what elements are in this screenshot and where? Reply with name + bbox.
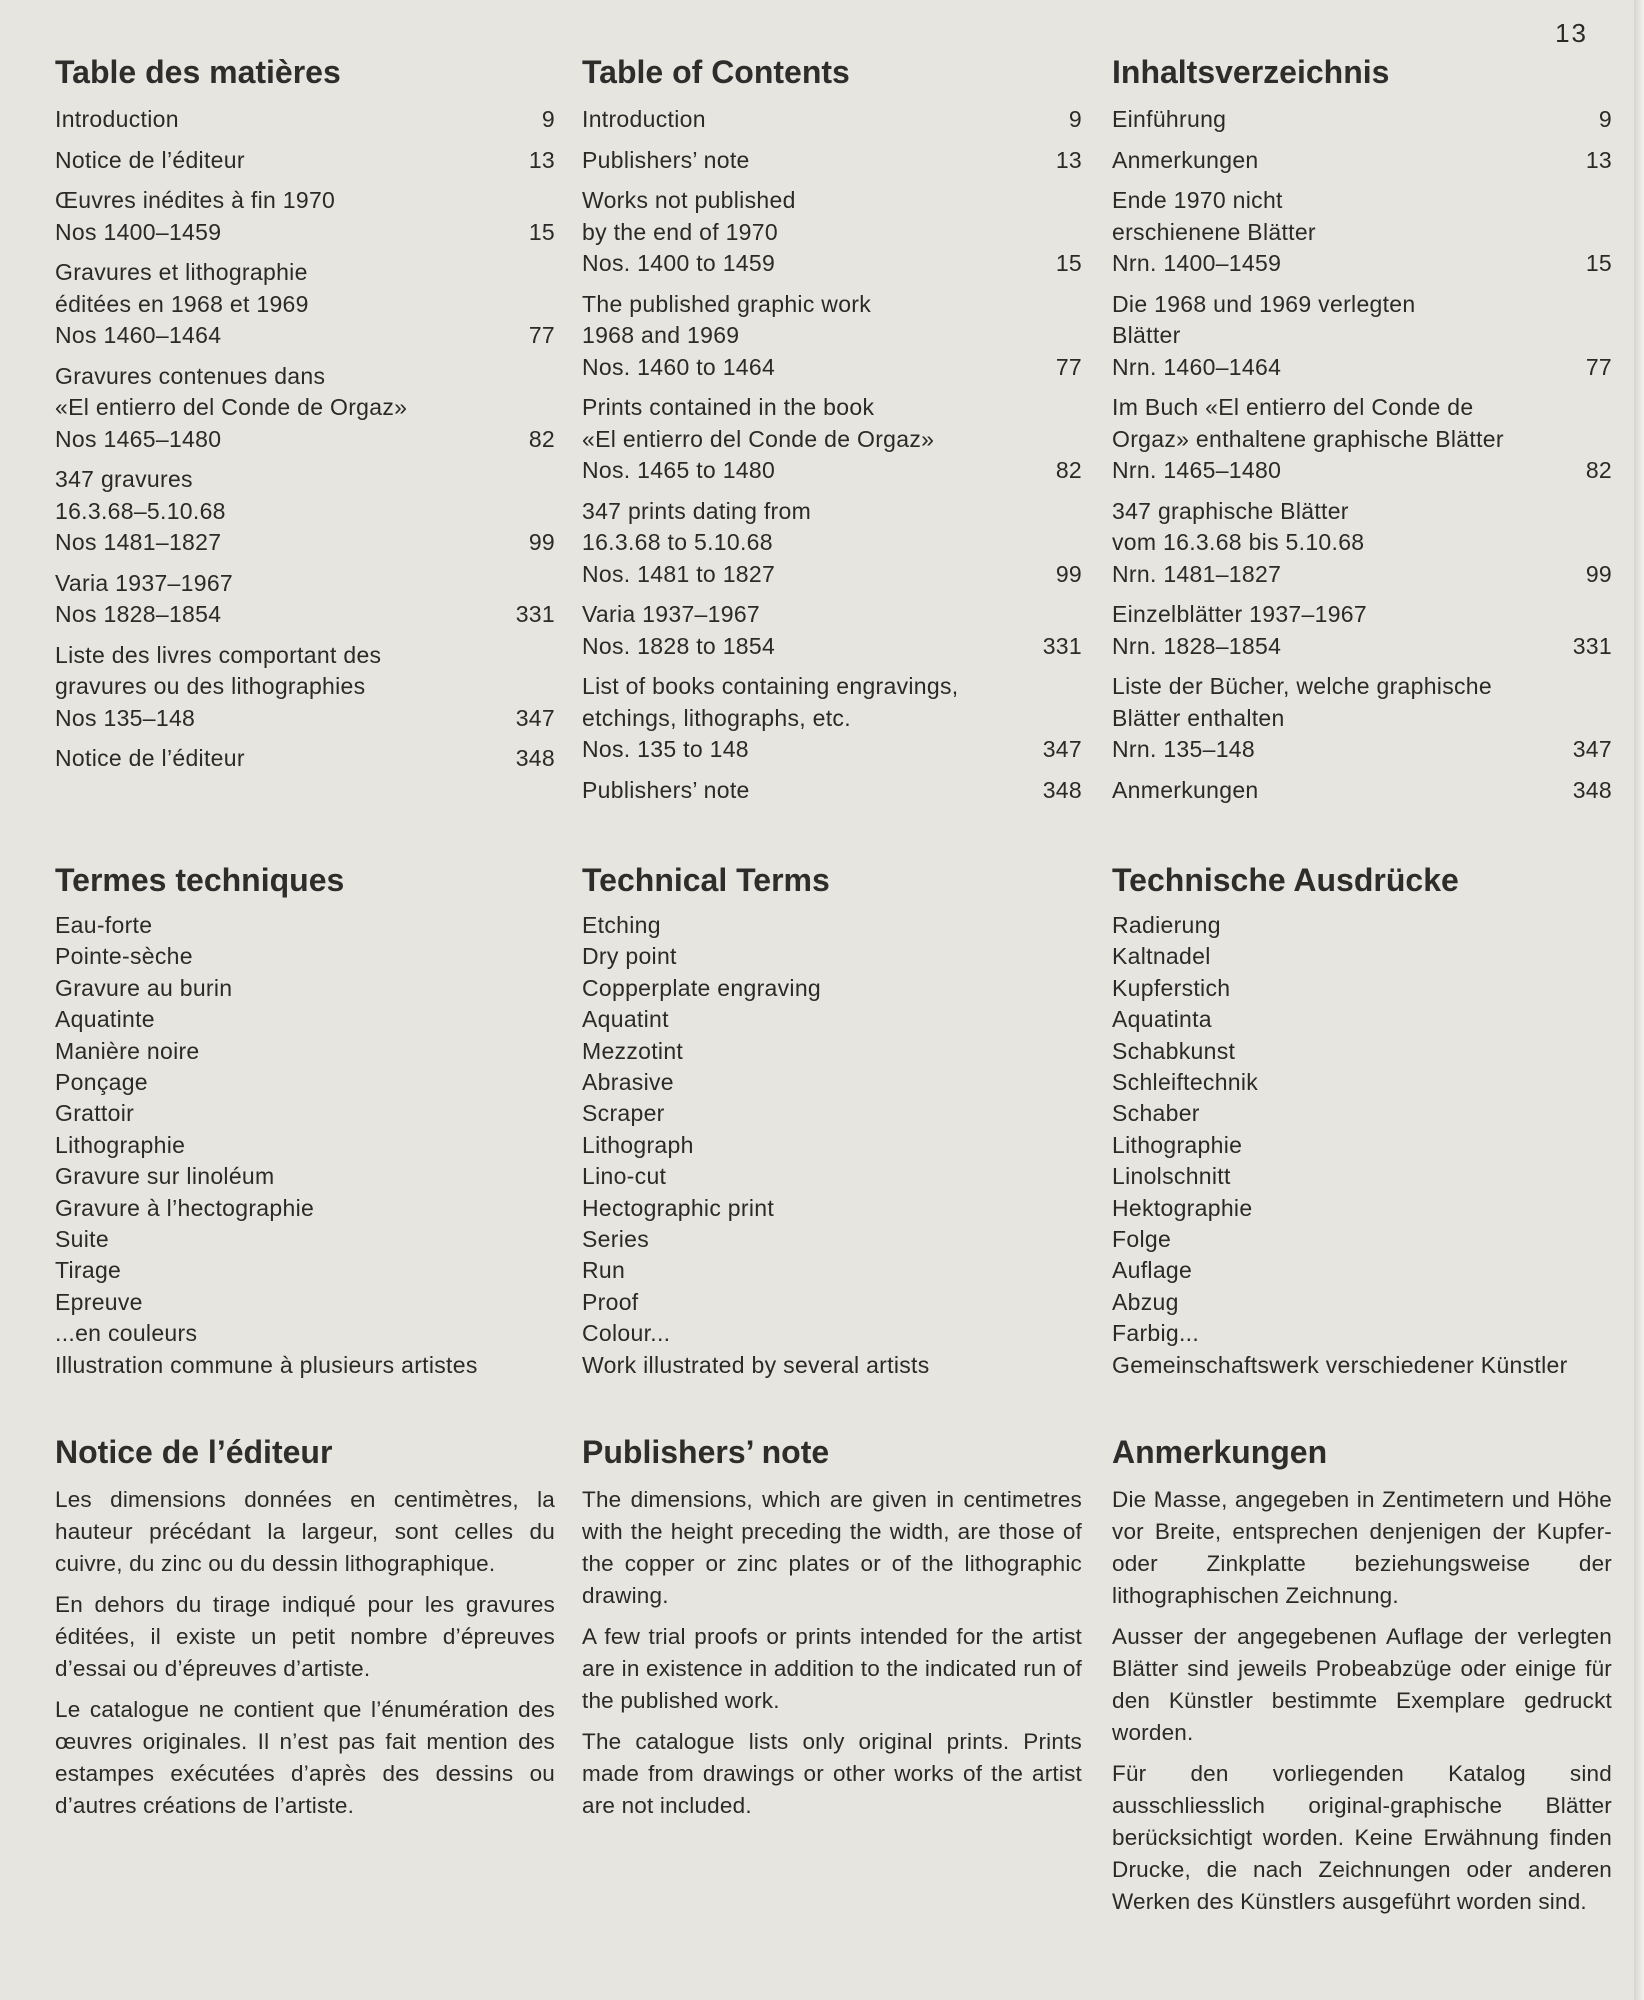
- toc-french: [55, 48, 555, 784]
- toc-page-number: 9: [1068, 106, 1082, 132]
- note-paragraph: En dehors du tirage indiqué pour les gravures éditées, il existe un petit nombre d’épreuves d’essai ou d’épreuves d’artiste.: [55, 1592, 555, 1681]
- toc-entry-line: Nos. 135 to 148: [582, 736, 749, 762]
- toc-entry: [55, 145, 555, 177]
- toc-page-number: 347: [515, 704, 555, 731]
- terms-heading: Technical Terms: [582, 862, 830, 898]
- term-item: Aquatinte: [55, 1006, 155, 1033]
- toc-entry-text: [582, 496, 811, 591]
- term-item: Manière noire: [55, 1037, 200, 1064]
- term-item: Gravure à l’hectographie: [55, 1194, 315, 1221]
- toc-entry: [582, 599, 1082, 662]
- toc-entry-line: «El entierro del Conde de Orgaz»: [55, 394, 408, 420]
- toc-page-number: 347: [1572, 736, 1612, 762]
- toc-entry-text: [582, 145, 750, 177]
- toc-page-number: 348: [515, 745, 555, 771]
- toc-entry: [582, 104, 1082, 136]
- toc-entry-line: Einführung: [1112, 106, 1227, 132]
- toc-entry-line: Nos. 1465 to 1480: [582, 457, 776, 483]
- toc-entry-text: [582, 671, 958, 766]
- toc-entry-line: Nrn. 1465–1480: [1112, 457, 1282, 483]
- toc-entry-text: [1112, 599, 1367, 662]
- toc-entry-line: etchings, lithographs, etc.: [582, 704, 851, 731]
- toc-entry-line: Works not published: [582, 187, 796, 213]
- toc-entry: [1112, 145, 1612, 177]
- term-item: Epreuve: [55, 1288, 143, 1315]
- toc-entry-line: Blätter: [1112, 322, 1181, 348]
- toc-entry-text: [55, 743, 245, 775]
- term-item: Schaber: [1112, 1100, 1200, 1127]
- toc-heading: Table of Contents: [582, 54, 850, 90]
- toc-entry: [1112, 185, 1612, 280]
- term-item: Dry point: [582, 943, 677, 970]
- term-item: Eau-forte: [55, 912, 153, 938]
- term-item: Abrasive: [582, 1069, 674, 1096]
- toc-entry: [582, 392, 1082, 487]
- toc-entry-line: 347 gravures: [55, 466, 193, 492]
- term-item: Hectographic print: [582, 1194, 775, 1221]
- toc-entry: [55, 185, 555, 248]
- toc-entry-text: [1112, 392, 1504, 487]
- toc-entry-line: Blätter enthalten: [1112, 704, 1285, 731]
- toc-entry-line: Publishers’ note: [582, 776, 750, 803]
- term-item: Pointe-sèche: [55, 943, 193, 970]
- term-item: Gravure au burin: [55, 974, 233, 1001]
- toc-entry-text: [582, 392, 934, 487]
- term-item: Farbig...: [1112, 1320, 1200, 1347]
- terms-english: [582, 856, 1082, 1381]
- toc-page-number: 82: [1585, 457, 1612, 483]
- toc-entry-line: Varia 1937–1967: [582, 601, 760, 627]
- toc-entry-line: 16.3.68 to 5.10.68: [582, 529, 773, 555]
- note-paragraph: A few trial proofs or prints intended for the artist are in existence in addition to the indicated run of the published work.: [582, 1624, 1082, 1713]
- toc-entry-line: Nos. 1460 to 1464: [582, 353, 776, 380]
- toc-entry-text: [55, 640, 381, 735]
- toc-entry: [582, 145, 1082, 177]
- terms-heading: Termes techniques: [55, 862, 345, 898]
- toc-page-number: 77: [1055, 353, 1082, 380]
- toc-page-number: 15: [1055, 250, 1082, 276]
- toc-page-number: 77: [1585, 353, 1612, 380]
- note-english: [582, 1428, 1082, 1831]
- term-item: Gemeinschaftswerk verschiedener Künstler: [1112, 1351, 1568, 1378]
- term-item: Schabkunst: [1112, 1037, 1236, 1064]
- toc-page-number: 15: [1585, 250, 1612, 276]
- term-item: Lithographie: [55, 1131, 186, 1158]
- page-number: 13: [1555, 18, 1588, 48]
- term-item: Gravure sur linoléum: [55, 1163, 275, 1190]
- toc-entry-text: [582, 185, 796, 280]
- toc-entry-line: erschienene Blätter: [1112, 218, 1316, 245]
- term-item: Kaltnadel: [1112, 943, 1211, 970]
- toc-entry: [1112, 289, 1612, 384]
- term-item: Grattoir: [55, 1100, 135, 1127]
- toc-entry: [1112, 496, 1612, 591]
- note-paragraph: Die Masse, angegeben in Zentimetern und Höhe vor Breite, entsprechen denjenigen der Kupfer- oder Zinkplatte beziehungsweise der lithographischen Zeichnung.: [1112, 1487, 1612, 1608]
- note-heading: Anmerkungen: [1112, 1434, 1328, 1470]
- term-item: Ponçage: [55, 1069, 148, 1096]
- toc-entry: [1112, 599, 1612, 662]
- term-item: Kupferstich: [1112, 974, 1231, 1001]
- toc-entry-line: éditées en 1968 et 1969: [55, 290, 309, 317]
- toc-page-number: 15: [528, 218, 555, 245]
- toc-entry-text: [55, 185, 335, 248]
- toc-german: [1112, 48, 1612, 815]
- toc-entry-line: 347 graphische Blätter: [1112, 497, 1349, 524]
- toc-entry-line: Publishers’ note: [582, 146, 750, 173]
- toc-entry-text: [55, 257, 309, 352]
- toc-entry-text: [1112, 185, 1316, 280]
- toc-entry-line: Nos. 1400 to 1459: [582, 250, 776, 276]
- toc-page-number: 13: [528, 146, 555, 173]
- toc-entry-line: Ende 1970 nicht: [1112, 187, 1283, 213]
- toc-entry-line: Nos 1481–1827: [55, 529, 222, 555]
- toc-page-number: 82: [528, 425, 555, 452]
- toc-entry-line: Nos 135–148: [55, 704, 196, 731]
- toc-entry-line: Notice de l’éditeur: [55, 745, 245, 771]
- toc-entry-line: 347 prints dating from: [582, 497, 812, 524]
- toc-entry-line: Nos. 1828 to 1854: [582, 632, 776, 659]
- toc-entry-text: [1112, 145, 1259, 177]
- toc-entry: [582, 671, 1082, 766]
- toc-entry-text: [55, 361, 407, 456]
- note-paragraph: Les dimensions données en centimètres, la hauteur précédant la largeur, sont celles du cuivre, du zinc ou du dessin lithographique.: [55, 1487, 555, 1576]
- toc-entry-text: [1112, 775, 1259, 807]
- toc-entry-line: gravures ou des lithographies: [55, 673, 366, 699]
- note-paragraph: The catalogue lists only original prints. Prints made from drawings or other works of the artist are not included.: [582, 1729, 1082, 1818]
- toc-entry-line: Nrn. 1828–1854: [1112, 632, 1282, 659]
- toc-entry-line: Notice de l’éditeur: [55, 146, 245, 173]
- toc-entry: [55, 640, 555, 735]
- toc-page-number: 99: [1585, 560, 1612, 587]
- toc-entry: [582, 185, 1082, 280]
- toc-entry: [1112, 104, 1612, 136]
- term-item: Work illustrated by several artists: [582, 1351, 930, 1378]
- toc-page-number: 13: [1055, 146, 1082, 173]
- term-item: Mezzotint: [582, 1037, 684, 1064]
- toc-entry-text: [582, 289, 871, 384]
- toc-page-number: 99: [528, 529, 555, 555]
- term-item: Radierung: [1112, 912, 1221, 938]
- toc-entry-text: [582, 599, 775, 662]
- toc-entry: [1112, 392, 1612, 487]
- term-item: Lino-cut: [582, 1163, 667, 1190]
- term-item: Lithographie: [1112, 1131, 1243, 1158]
- toc-entry-line: by the end of 1970: [582, 218, 778, 245]
- toc-entry-text: [582, 775, 750, 807]
- terms-heading: Technische Ausdrücke: [1112, 862, 1459, 898]
- toc-entry: [1112, 775, 1612, 807]
- toc-entry: [1112, 671, 1612, 766]
- term-item: Proof: [582, 1288, 639, 1315]
- toc-entry-line: Liste der Bücher, welche graphische: [1112, 673, 1492, 699]
- toc-entry-line: Nos 1465–1480: [55, 425, 222, 452]
- toc-entry: [582, 775, 1082, 807]
- toc-page-number: 82: [1055, 457, 1082, 483]
- term-item: Etching: [582, 912, 661, 938]
- toc-entry-line: Anmerkungen: [1112, 146, 1259, 173]
- toc-entry-line: Nos. 1481 to 1827: [582, 560, 776, 587]
- toc-page-number: 348: [1042, 776, 1082, 803]
- toc-entry: [582, 496, 1082, 591]
- toc-entry-line: Nos 1460–1464: [55, 322, 222, 348]
- toc-entry: [55, 361, 555, 456]
- term-item: Copperplate engraving: [582, 974, 822, 1001]
- toc-entry-line: Gravures et lithographie: [55, 259, 308, 285]
- term-item: Scraper: [582, 1100, 665, 1127]
- page-edge: [1634, 0, 1644, 2000]
- toc-entry-line: Einzelblätter 1937–1967: [1112, 601, 1367, 627]
- term-item: Auflage: [1112, 1257, 1193, 1284]
- toc-page-number: 9: [541, 106, 555, 132]
- toc-entry-text: [1112, 104, 1226, 136]
- term-item: Abzug: [1112, 1288, 1179, 1315]
- toc-entry-line: Œuvres inédites à fin 1970: [55, 187, 336, 213]
- terms-french: [55, 856, 555, 1381]
- toc-page-number: 331: [1572, 632, 1612, 659]
- toc-page-number: 348: [1572, 776, 1612, 803]
- toc-entry: [582, 289, 1082, 384]
- toc-entry-line: Anmerkungen: [1112, 776, 1259, 803]
- toc-entry-line: Orgaz» enthaltene graphische Blätter: [1112, 425, 1504, 452]
- toc-entry-text: [1112, 289, 1416, 384]
- toc-heading: Table des matières: [55, 54, 341, 90]
- toc-page-number: 347: [1042, 736, 1082, 762]
- term-item: Schleiftechnik: [1112, 1069, 1259, 1096]
- toc-entry-text: [55, 145, 245, 177]
- note-paragraph: Le catalogue ne contient que l’énumération des œuvres originales. Il n’est pas fait mention des estampes exécutées d’après des dessins ou d’autres créations de l’artiste.: [55, 1697, 555, 1818]
- toc-entry-text: [55, 568, 233, 631]
- toc-english: [582, 48, 1082, 815]
- toc-entry-line: Die 1968 und 1969 verlegten: [1112, 290, 1416, 317]
- term-item: Tirage: [55, 1257, 122, 1284]
- toc-entry-line: Nrn. 135–148: [1112, 736, 1255, 762]
- toc-entry-line: Liste des livres comportant des: [55, 641, 382, 668]
- note-paragraph: Für den vorliegenden Katalog sind ausschliesslich original-graphische Blätter berücksichtigt worden. Keine Erwähnung finden Drucke, die nach Zeichnungen oder anderen Werken des Künstlers ausgeführt worden sind.: [1112, 1761, 1612, 1914]
- term-item: Folge: [1112, 1226, 1172, 1253]
- toc-entry-line: 16.3.68–5.10.68: [55, 497, 226, 524]
- note-paragraph: Ausser der angegebenen Auflage der verlegten Blätter sind jeweils Probeabzüge oder einige für den Künstler bestimmte Exemplare gedruckt worden.: [1112, 1624, 1612, 1745]
- toc-entry-line: «El entierro del Conde de Orgaz»: [582, 425, 935, 452]
- toc-entry-line: Gravures contenues dans: [55, 362, 326, 389]
- term-item: Illustration commune à plusieurs artistes: [55, 1351, 478, 1378]
- term-item: Suite: [55, 1226, 109, 1253]
- note-heading: Notice de l’éditeur: [55, 1434, 333, 1470]
- toc-page-number: 99: [1055, 560, 1082, 587]
- toc-page-number: 13: [1585, 146, 1612, 173]
- toc-entry-text: [582, 104, 706, 136]
- toc-entry-line: Varia 1937–1967: [55, 569, 233, 596]
- term-item: Lithograph: [582, 1131, 694, 1158]
- toc-entry-line: Nrn. 1481–1827: [1112, 560, 1282, 587]
- toc-entry: [55, 257, 555, 352]
- toc-entry-text: [55, 104, 179, 136]
- toc-entry-line: Prints contained in the book: [582, 394, 875, 420]
- toc-page-number: 9: [1598, 106, 1612, 132]
- note-german: [1112, 1428, 1612, 1927]
- toc-entry-text: [55, 464, 226, 559]
- term-item: Linolschnitt: [1112, 1163, 1231, 1190]
- toc-entry-line: Nrn. 1400–1459: [1112, 250, 1282, 276]
- toc-entry-line: List of books containing engravings,: [582, 673, 959, 699]
- note-french: [55, 1428, 555, 1831]
- toc-entry-line: 1968 and 1969: [582, 322, 740, 348]
- toc-entry: [55, 568, 555, 631]
- toc-entry-line: Introduction: [55, 106, 179, 132]
- toc-entry-line: Nos 1828–1854: [55, 601, 222, 627]
- note-heading: Publishers’ note: [582, 1434, 830, 1470]
- toc-entry-line: Nrn. 1460–1464: [1112, 353, 1282, 380]
- term-item: Hektographie: [1112, 1194, 1253, 1221]
- toc-page-number: 331: [515, 601, 555, 627]
- toc-entry-line: Nos 1400–1459: [55, 218, 222, 245]
- toc-entry-line: Im Buch «El entierro del Conde de: [1112, 394, 1474, 420]
- toc-page-number: 77: [528, 322, 555, 348]
- toc-heading: Inhaltsverzeichnis: [1112, 54, 1390, 90]
- toc-entry: [55, 464, 555, 559]
- toc-entry-line: The published graphic work: [582, 290, 872, 317]
- toc-page-number: 331: [1042, 632, 1082, 659]
- toc-entry: [55, 104, 555, 136]
- terms-german: [1112, 856, 1612, 1381]
- term-item: Series: [582, 1226, 649, 1253]
- term-item: Aquatinta: [1112, 1006, 1212, 1033]
- toc-entry-line: vom 16.3.68 bis 5.10.68: [1112, 529, 1365, 555]
- note-paragraph: The dimensions, which are given in centimetres with the height preceding the width, are those of the copper or zinc plates or of the lithographic drawing.: [582, 1487, 1082, 1608]
- term-item: Colour...: [582, 1320, 671, 1347]
- toc-entry: [55, 743, 555, 775]
- term-item: Run: [582, 1257, 626, 1284]
- term-item: ...en couleurs: [55, 1320, 198, 1347]
- term-item: Aquatint: [582, 1006, 669, 1033]
- toc-entry-line: Introduction: [582, 106, 706, 132]
- toc-entry-text: [1112, 671, 1492, 766]
- toc-entry-text: [1112, 496, 1364, 591]
